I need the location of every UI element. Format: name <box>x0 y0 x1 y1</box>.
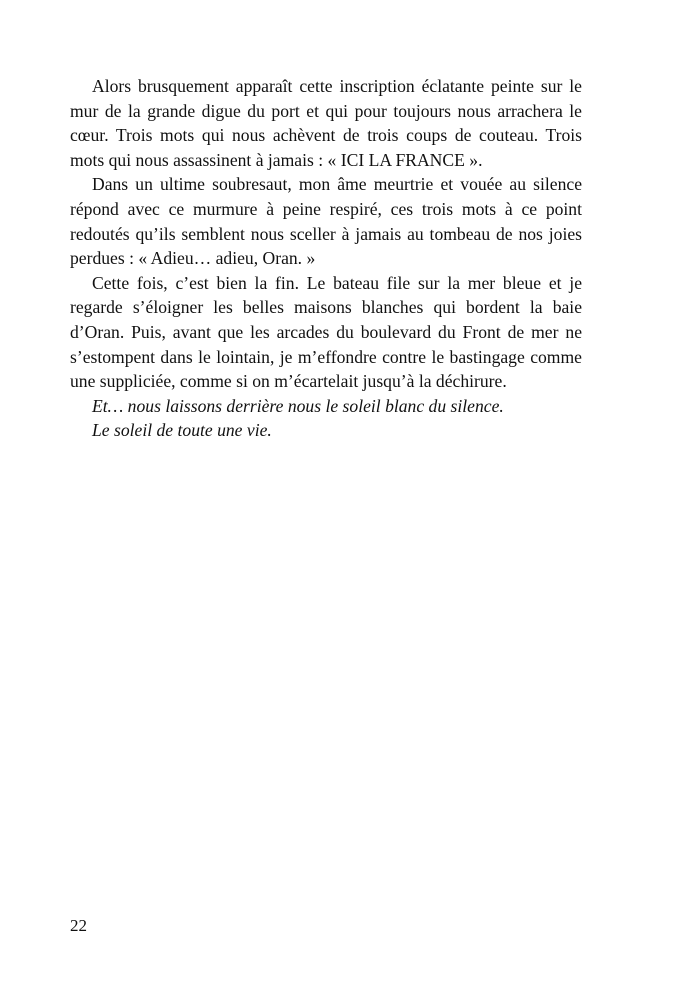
paragraph-soleil-vie: Le soleil de toute une vie. <box>92 420 272 441</box>
paragraph-soleil-silence: Et… nous laissons derrière nous le soleil blanc du silence. <box>92 395 504 416</box>
page-body <box>70 74 582 443</box>
paragraph-inscription: Alors brusquement apparaît cette inscription éclatante peinte sur le mur de la grande digue du port et qui pour toujours nous arrachera le cœur. Trois mots qui nous achèvent de trois coups de couteau. Trois mots qui nous assassinent à jamais : « ICI LA FRANCE ». <box>70 76 582 170</box>
paragraph-murmure: Dans un ultime soubresaut, mon âme meurtrie et vouée au silence répond avec ce murmure à peine respiré, ces trois mots à ce point redoutés qu’ils semblent nous sceller à jamais au tombeau de nos joies perdues : « Adieu… adieu, Oran. » <box>70 174 582 269</box>
paragraph-depart: Cette fois, c’est bien la fin. Le bateau file sur la mer bleue et je regarde s’éloigner les belles maisons blanches qui bordent la baie d’Oran. Puis, avant que les arcades du boulevard du Front de mer ne s’estompent dans le lointain, je m’effondre contre le bastingage comme une suppliciée, comme si on m’écartelait jusqu’à la déchirure. <box>70 272 582 392</box>
page-number: 22 <box>70 916 87 935</box>
